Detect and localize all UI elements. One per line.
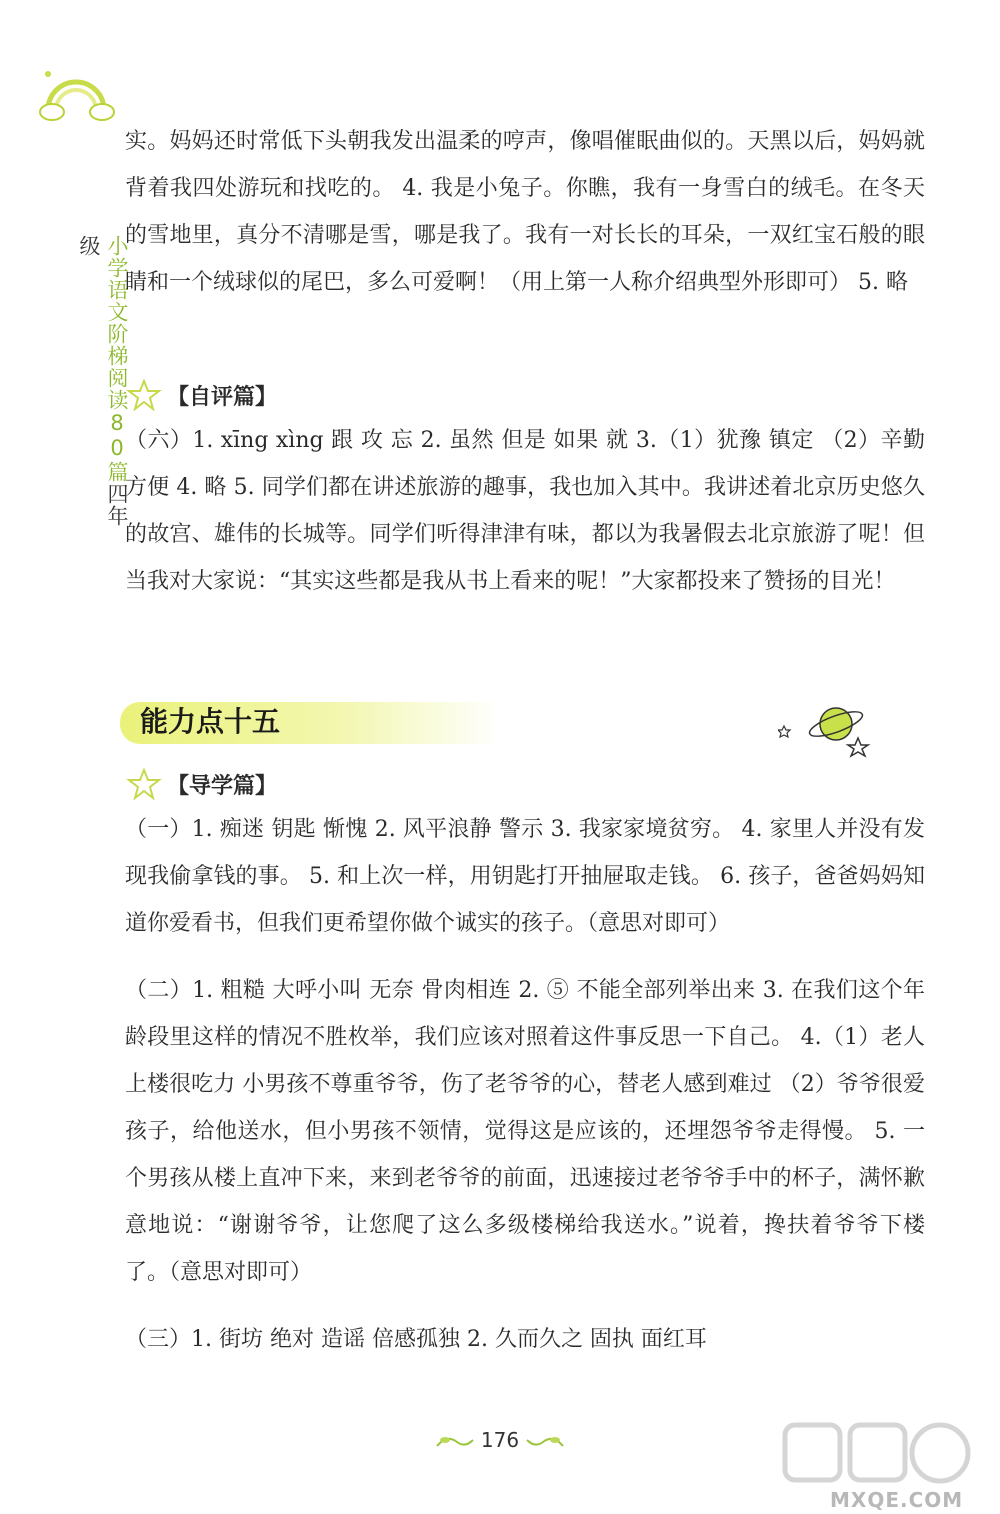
answer-block-1 [125,118,925,306]
star-icon [125,379,163,411]
guide-section [125,764,925,1363]
section-title: 能力点十五 [140,705,281,738]
self-eval-heading [125,375,925,415]
watermark-text: MXQE.COM [830,1488,964,1512]
heading-text: 【导学篇】 [167,773,278,799]
book-title-vertical [75,235,131,530]
rainbow-icon [38,68,118,128]
self-eval-paragraph: （六）1. xīng xìng 跟 攻 忘 2. 虽然 但是 如果 就 3.（1）犹豫 镇定 （2）辛勤 方便 4. 略 5. 同学们都在讲述旅游的趣事，我也加入其中。我讲述着北京历史悠久的故宫、雄伟的长城等。同学们听得津津有味，都以为我暑假去北京旅游了呢！但当我对大家说：“其实这些都是我从书上看来的呢！”大家都投来了赞扬的目光！ [125,428,925,594]
grade-label: 四年级 [77,235,129,527]
sidebar [30,60,129,530]
guide-paragraph-1: （一）1. 痴迷 钥匙 惭愧 2. 风平浪静 警示 3. 我家家境贫穷。 4. 家里人并没有发现我偷拿钱的事。 5. 和上次一样，用钥匙打开抽屉取走钱。 6. 孩子，爸爸妈妈知道你爱看书，但我们更希望你做个诚实的孩子。（意思对即可） [125,817,925,936]
guide-paragraph-2: （二）1. 粗糙 大呼小叫 无奈 骨肉相连 2. ⑤ 不能全部列举出来 3. 在我们这个年龄段里这样的情况不胜枚举，我们应该对照着这件事反思一下自己。 4.（1）老人上楼很吃力 小男孩不尊重爷爷，伤了老爷爷的心，替老人感到难过 （2）爷爷很爱孩子，给他送水，但小男孩不领情，觉得这是应该的，还埋怨爷爷走得慢。 5. 一个男孩从楼上直冲下来，来到老爷爷的前面，迅速接过老爷爷手中的杯子，满怀歉意地说：“谢谢爷爷，让您爬了这么多级楼梯给我送水。”说着，搀扶着爷爷下楼了。（意思对即可） [125,978,925,1285]
guide-heading [125,764,925,804]
leaf-icon [525,1432,565,1452]
book-title: 小学语文阶梯阅读80篇 [105,235,129,483]
self-eval-section [125,375,925,605]
answer-paragraph: 实。妈妈还时常低下头朝我发出温柔的哼声，像唱催眠曲似的。天黑以后，妈妈就背着我四处游玩和找吃的。 4. 我是小兔子。你瞧，我有一身雪白的绒毛。在冬天的雪地里，真分不清哪是雪，哪是我了。我有一对长长的耳朵，一双红宝石般的眼睛和一个绒球似的尾巴，多么可爱啊！（用上第一人称介绍典型外形即可） 5. 略 [125,129,925,295]
heading-text: 【自评篇】 [167,384,278,410]
guide-paragraph-3: （三）1. 街坊 绝对 造谣 倍感孤独 2. 久而久之 固执 面红耳 [125,1327,707,1352]
planet-icon [778,700,878,760]
leaf-icon [435,1432,475,1452]
star-icon [125,768,163,800]
page-number: 176 [480,1428,520,1452]
